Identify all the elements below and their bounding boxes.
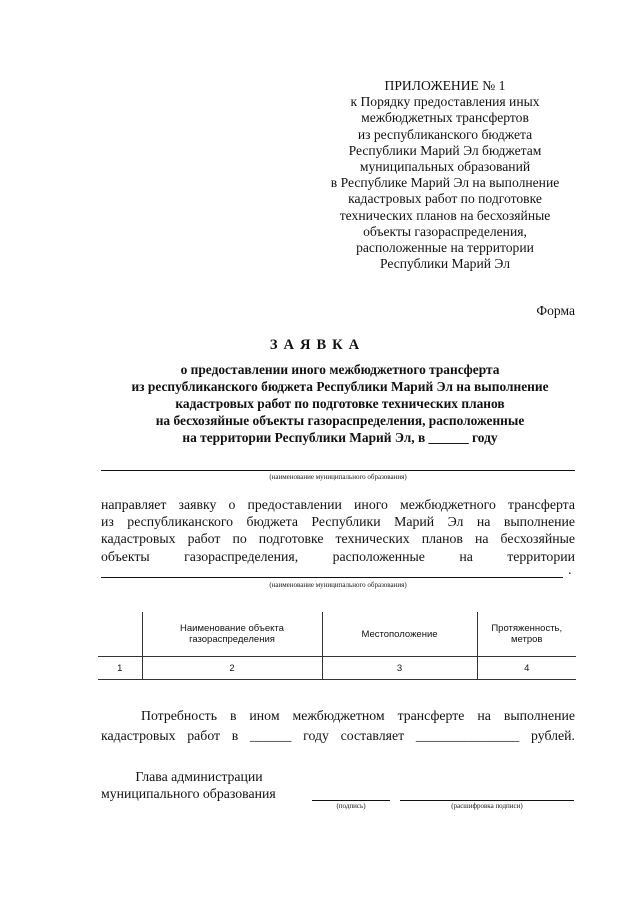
appendix-line: объекты газораспределения, <box>363 223 527 239</box>
subtitle-line: на бесхозяйные объекты газораспределения, расположенные <box>155 413 525 428</box>
table-cell: 1 <box>98 657 142 680</box>
table-header-cell: Местоположение <box>322 612 477 657</box>
body-line: кадастровых работ по подготовке технических планов на бесхозяйные <box>101 531 575 547</box>
body-paragraph <box>101 496 575 565</box>
need-line-1: Потребность в ином межбюджетном трансферте на выполнение <box>141 708 575 723</box>
table-header-cell <box>98 612 142 657</box>
document-title: ЗАЯВКА <box>269 337 366 353</box>
appendix-line: межбюджетных трансфертов <box>361 110 529 126</box>
appendix-line: кадастровых работ по подготовке <box>348 191 542 207</box>
table-cell: 4 <box>477 657 576 680</box>
appendix-line: расположенные на территории <box>356 240 534 256</box>
table-row <box>98 657 576 680</box>
municipality-name-line-2 <box>101 577 563 578</box>
appendix-line: ПРИЛОЖЕНИЕ № 1 <box>384 78 506 93</box>
appendix-line: к Порядку предоставления иных <box>350 94 540 110</box>
objects-table <box>98 612 576 680</box>
appendix-line: в Республике Марий Эл на выполнение <box>330 175 560 191</box>
signature-decode-line <box>400 800 574 801</box>
body-line: из республиканского бюджета Республики Марий Эл на выполнение <box>101 514 575 530</box>
signature-decode-caption: (расшифровка подписи) <box>451 802 523 810</box>
subtitle-line: кадастровых работ по подготовке технических планов <box>175 396 505 411</box>
municipality-caption-2: (наименование муниципального образования) <box>269 581 407 589</box>
body-end-period: . <box>568 563 572 578</box>
table-header-cell: Протяженность, метров <box>477 612 576 657</box>
appendix-line: из республиканского бюджета <box>357 126 533 142</box>
need-line-2: кадастровых работ в ______ году составляет _______________ рублей. <box>101 728 575 743</box>
form-label: Форма <box>536 303 575 318</box>
appendix-line: муниципальных образований <box>359 159 531 175</box>
table-header-cell: Наименование объекта газораспределения <box>142 612 322 657</box>
municipality-caption: (наименование муниципального образования) <box>269 473 407 481</box>
appendix-block <box>300 78 590 272</box>
document-subtitle <box>90 361 590 446</box>
subtitle-line: из республиканского бюджета Республики Марий Эл на выполнение <box>131 379 549 394</box>
subtitle-line: на территории Республики Марий Эл, в ______ году <box>182 430 498 445</box>
appendix-line: технических планов на бесхозяйные <box>339 207 551 223</box>
signatory-title <box>101 768 301 802</box>
body-line: объекты газораспределения, расположенные на территории <box>101 548 575 564</box>
body-line: направляет заявку о предоставлении иного межбюджетного трансферта <box>101 497 575 512</box>
signature-line <box>312 800 390 801</box>
table-header-row <box>98 612 576 657</box>
signature-caption: (подпись) <box>336 802 366 810</box>
need-paragraph <box>101 706 575 746</box>
table-cell: 2 <box>142 657 322 680</box>
appendix-line: Республики Марий Эл бюджетам <box>348 142 542 158</box>
municipality-name-line <box>101 470 575 471</box>
table-cell: 3 <box>322 657 477 680</box>
signatory-title-line-1: Глава администрации <box>135 769 263 784</box>
appendix-line: Республики Марий Эл <box>379 256 511 272</box>
signatory-title-line-2: муниципального образования <box>101 786 276 801</box>
subtitle-line: о предоставлении иного межбюджетного трансферта <box>180 362 500 377</box>
